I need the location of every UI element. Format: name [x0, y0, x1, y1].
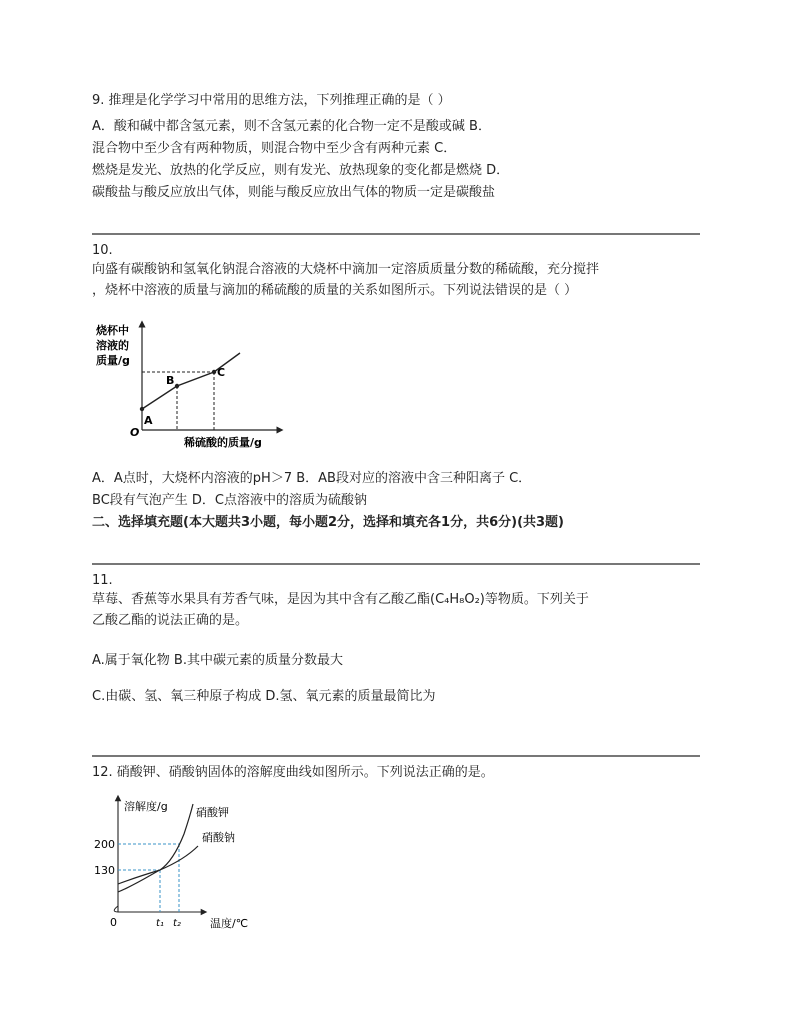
q12-ytick-200: 200 [94, 838, 115, 851]
q12-ytick-130: 130 [94, 864, 115, 877]
q10-label-b: B [166, 374, 175, 387]
q10-label-a: A [144, 414, 153, 427]
q11-number: 11. [92, 573, 113, 588]
q10-origin: O [130, 426, 140, 439]
q11-line-2: 乙酸乙酯的说法正确的是。 [92, 613, 249, 628]
q12-curve-kno3 [118, 804, 193, 892]
q10-curve [142, 353, 240, 409]
q11-option-ab: A.属于氧化物 B.其中碳元素的质量分数最大 [92, 653, 343, 668]
q12-xlabel: 温度/℃ [210, 917, 249, 930]
q12-curve-label-nano3: 硝酸钠 [202, 831, 235, 844]
q10-options-1: A．A点时，大烧杯内溶液的pH＞7 B．AB段对应的溶液中含三种阳离子 C． [92, 471, 532, 486]
q10-point-b [175, 384, 179, 388]
q12-title: 12. 硝酸钾、硝酸钠固体的溶解度曲线如图所示。下列说法正确的是。 [92, 765, 494, 780]
q10-number: 10. [92, 243, 113, 258]
q12-curve-nano3 [118, 846, 198, 884]
q12-origin: 0 [110, 916, 117, 929]
section-divider [92, 755, 700, 757]
q9-line-3: 燃烧是发光、放热的化学反应，则有发光、放热现象的变化都是燃烧 D． [92, 163, 510, 178]
q9-line-4: 碳酸盐与酸反应放出气体，则能与酸反应放出气体的物质一定是碳酸盐 [92, 185, 496, 200]
q10-label-c: C [217, 366, 226, 379]
q12-xtick-t2: t₂ [173, 918, 181, 929]
q12-graph [92, 794, 272, 934]
q12-ylabel: 溶解度/g [124, 800, 168, 813]
section-2-heading: 二、选择填充题(本大题共3小题，每小题2分，选择和填充各1分，共6分)(共3题) [92, 515, 564, 530]
q10-point-c [212, 370, 216, 374]
q9-line-2: 混合物中至少含有两种物质，则混合物中至少含有两种元素 C． [92, 141, 457, 156]
q12-curve-label-kno3: 硝酸钾 [196, 806, 229, 819]
q11-option-cd: C.由碳、氢、氧三种原子构成 D.氢、氧元素的质量最简比为 [92, 689, 436, 704]
q12-xtick-t1: t₁ [156, 918, 164, 929]
q10-graph [90, 318, 290, 454]
q11-line-1: 草莓、香蕉等水果具有芳香气味，是因为其中含有乙酸乙酯(C₄H₈O₂)等物质。下列关于 [92, 592, 589, 607]
q10-options-2: BC段有气泡产生 D．C点溶液中的溶质为硫酸钠 [92, 493, 367, 508]
q10-ylabel-1: 烧杯中 [96, 324, 129, 337]
section-divider [92, 563, 700, 565]
q10-line-2: ，烧杯中溶液的质量与滴加的稀硫酸的质量的关系如图所示。下列说法错误的是（ ） [92, 283, 578, 298]
q9-line-1: A．酸和碱中都含氢元素，则不含氢元素的化合物一定不是酸或碱 B． [92, 119, 491, 134]
q10-xlabel: 稀硫酸的质量/g [184, 436, 262, 449]
q9-title: 9. 推理是化学学习中常用的思维方法，下列推理正确的是（ ） [92, 93, 451, 108]
section-divider [92, 233, 700, 235]
q10-ylabel-2: 溶液的 [96, 339, 129, 352]
q10-line-1: 向盛有碳酸钠和氢氧化钠混合溶液的大烧杯中滴加一定溶质质量分数的稀硫酸，充分搅拌 [92, 262, 600, 277]
q10-ylabel-3: 质量/g [96, 354, 130, 367]
q10-point-a [140, 407, 144, 411]
